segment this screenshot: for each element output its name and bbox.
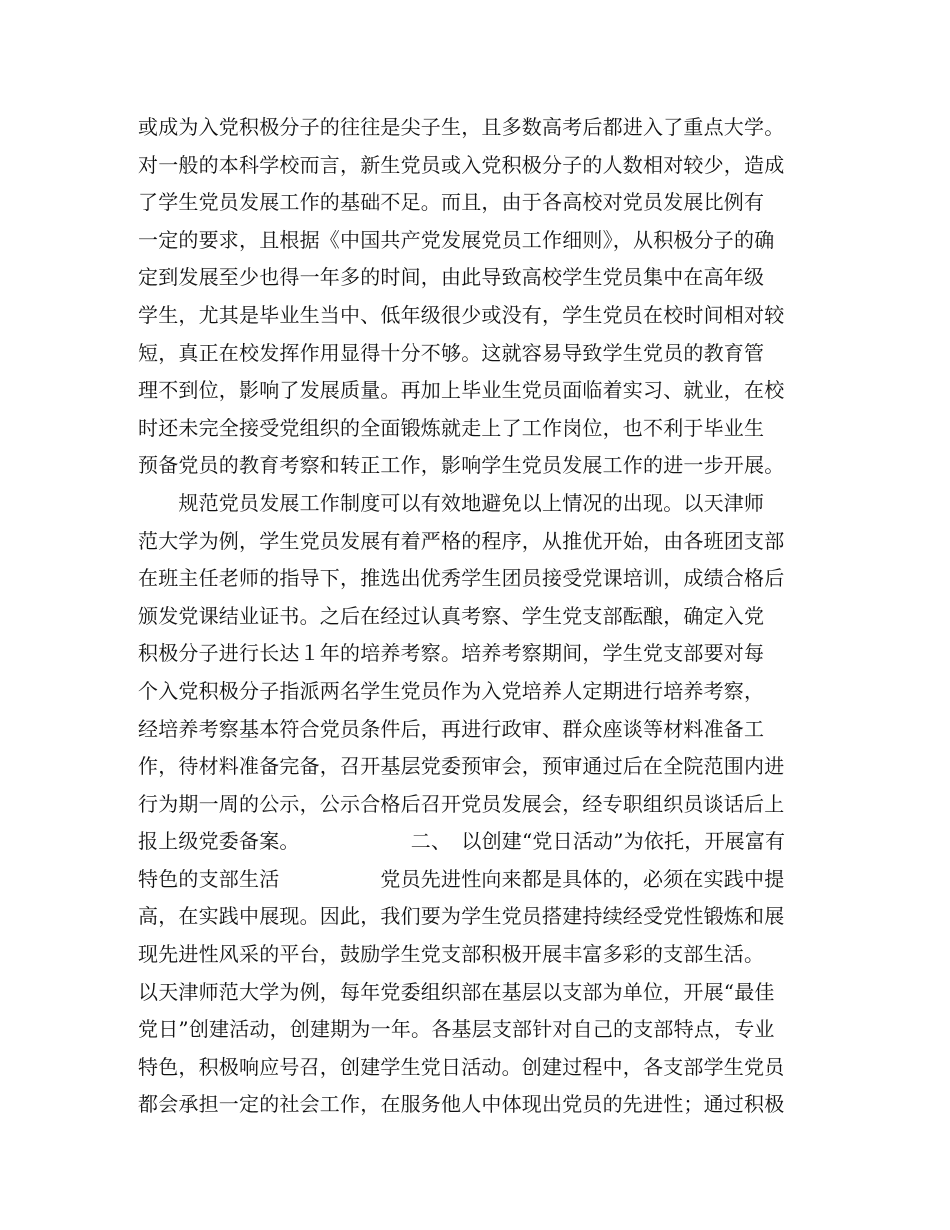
text-line: 党日”创建活动，创建期为一年。各基层支部针对自己的支部特点，专业 [138,1017,775,1042]
text-line: 定到发展至少也得一年多的时间，由此导致高校学生党员集中在高年级 [138,265,765,290]
text-line: 了学生党员发展工作的基础不足。而且，由于各高校对党员发展比例有 [138,190,765,215]
text-line: 个入党积极分子指派两名学生党员作为入党培养人定期进行培养考察， [138,678,765,703]
text-line: 颁发党课结业证书。之后在经过认真考察、学生党支部酝酿，确定入党 [138,603,765,628]
text-line: 短，真正在校发挥作用显得十分不够。这就容易导致学生党员的教育管 [138,340,765,365]
text-line: 作，待材料准备完备，召开基层党委预审会，预审通过后在全院范围内进 [138,754,785,779]
text-line: 范大学为例，学生党员发展有着严格的程序，从推优开始，由各班团支部 [138,528,785,553]
text-line: 都会承担一定的社会工作，在服务他人中体现出党员的先进性；通过积极 [138,1092,785,1117]
document-body [138,109,828,1124]
text-line: 理不到位，影响了发展质量。再加上毕业生党员面临着实习、就业，在校 [138,378,785,403]
text-line: 报上级党委备案。 二、 以创建“党日活动”为依托，开展富有 [138,829,786,854]
text-line: 以天津师范大学为例，每年党委组织部在基层以支部为单位，开展“最佳 [138,979,775,1004]
text-line: 特色的支部生活 党员先进性向来都是具体的，必须在实践中提 [138,866,785,891]
text-line: 积极分子进行长达１年的培养考察。培养考察期间，学生党支部要对每 [138,641,765,666]
text-line: 或成为入党积极分子的往往是尖子生，且多数高考后都进入了重点大学。 [138,115,785,139]
text-line: 特色，积极响应号召，创建学生党日活动。创建过程中，各支部学生党员 [138,1054,785,1079]
text-line: 时还未完全接受党组织的全面锻炼就走上了工作岗位，也不利于毕业生 [138,415,765,440]
text-line: 预备党员的教育考察和转正工作，影响学生党员发展工作的进一步开展。 [138,453,785,478]
text-line: 现先进性风采的平台，鼓励学生党支部积极开展丰富多彩的支部生活。 [138,942,765,967]
text-line: 经培养考察基本符合党员条件后，再进行政审、群众座谈等材料准备工 [138,716,765,741]
text-line: 一定的要求，且根据《中国共产党发展党员工作细则》，从积极分子的确 [138,227,775,252]
text-line: 学生，尤其是毕业生当中、低年级很少或没有，学生党员在校时间相对较 [138,302,785,327]
text-line: 在班主任老师的指导下，推选出优秀学生团员接受党课培训，成绩合格后 [138,566,785,591]
text-line: 行为期一周的公示，公示合格后召开党员发展会，经专职组织员谈话后上 [138,791,785,816]
text-line: 规范党员发展工作制度可以有效地避免以上情况的出现。以天津师 [138,490,765,515]
text-line: 高，在实践中展现。因此，我们要为学生党员搭建持续经受党性锻炼和展 [138,904,785,929]
text-line: 对一般的本科学校而言，新生党员或入党积极分子的人数相对较少，造成 [138,152,785,177]
